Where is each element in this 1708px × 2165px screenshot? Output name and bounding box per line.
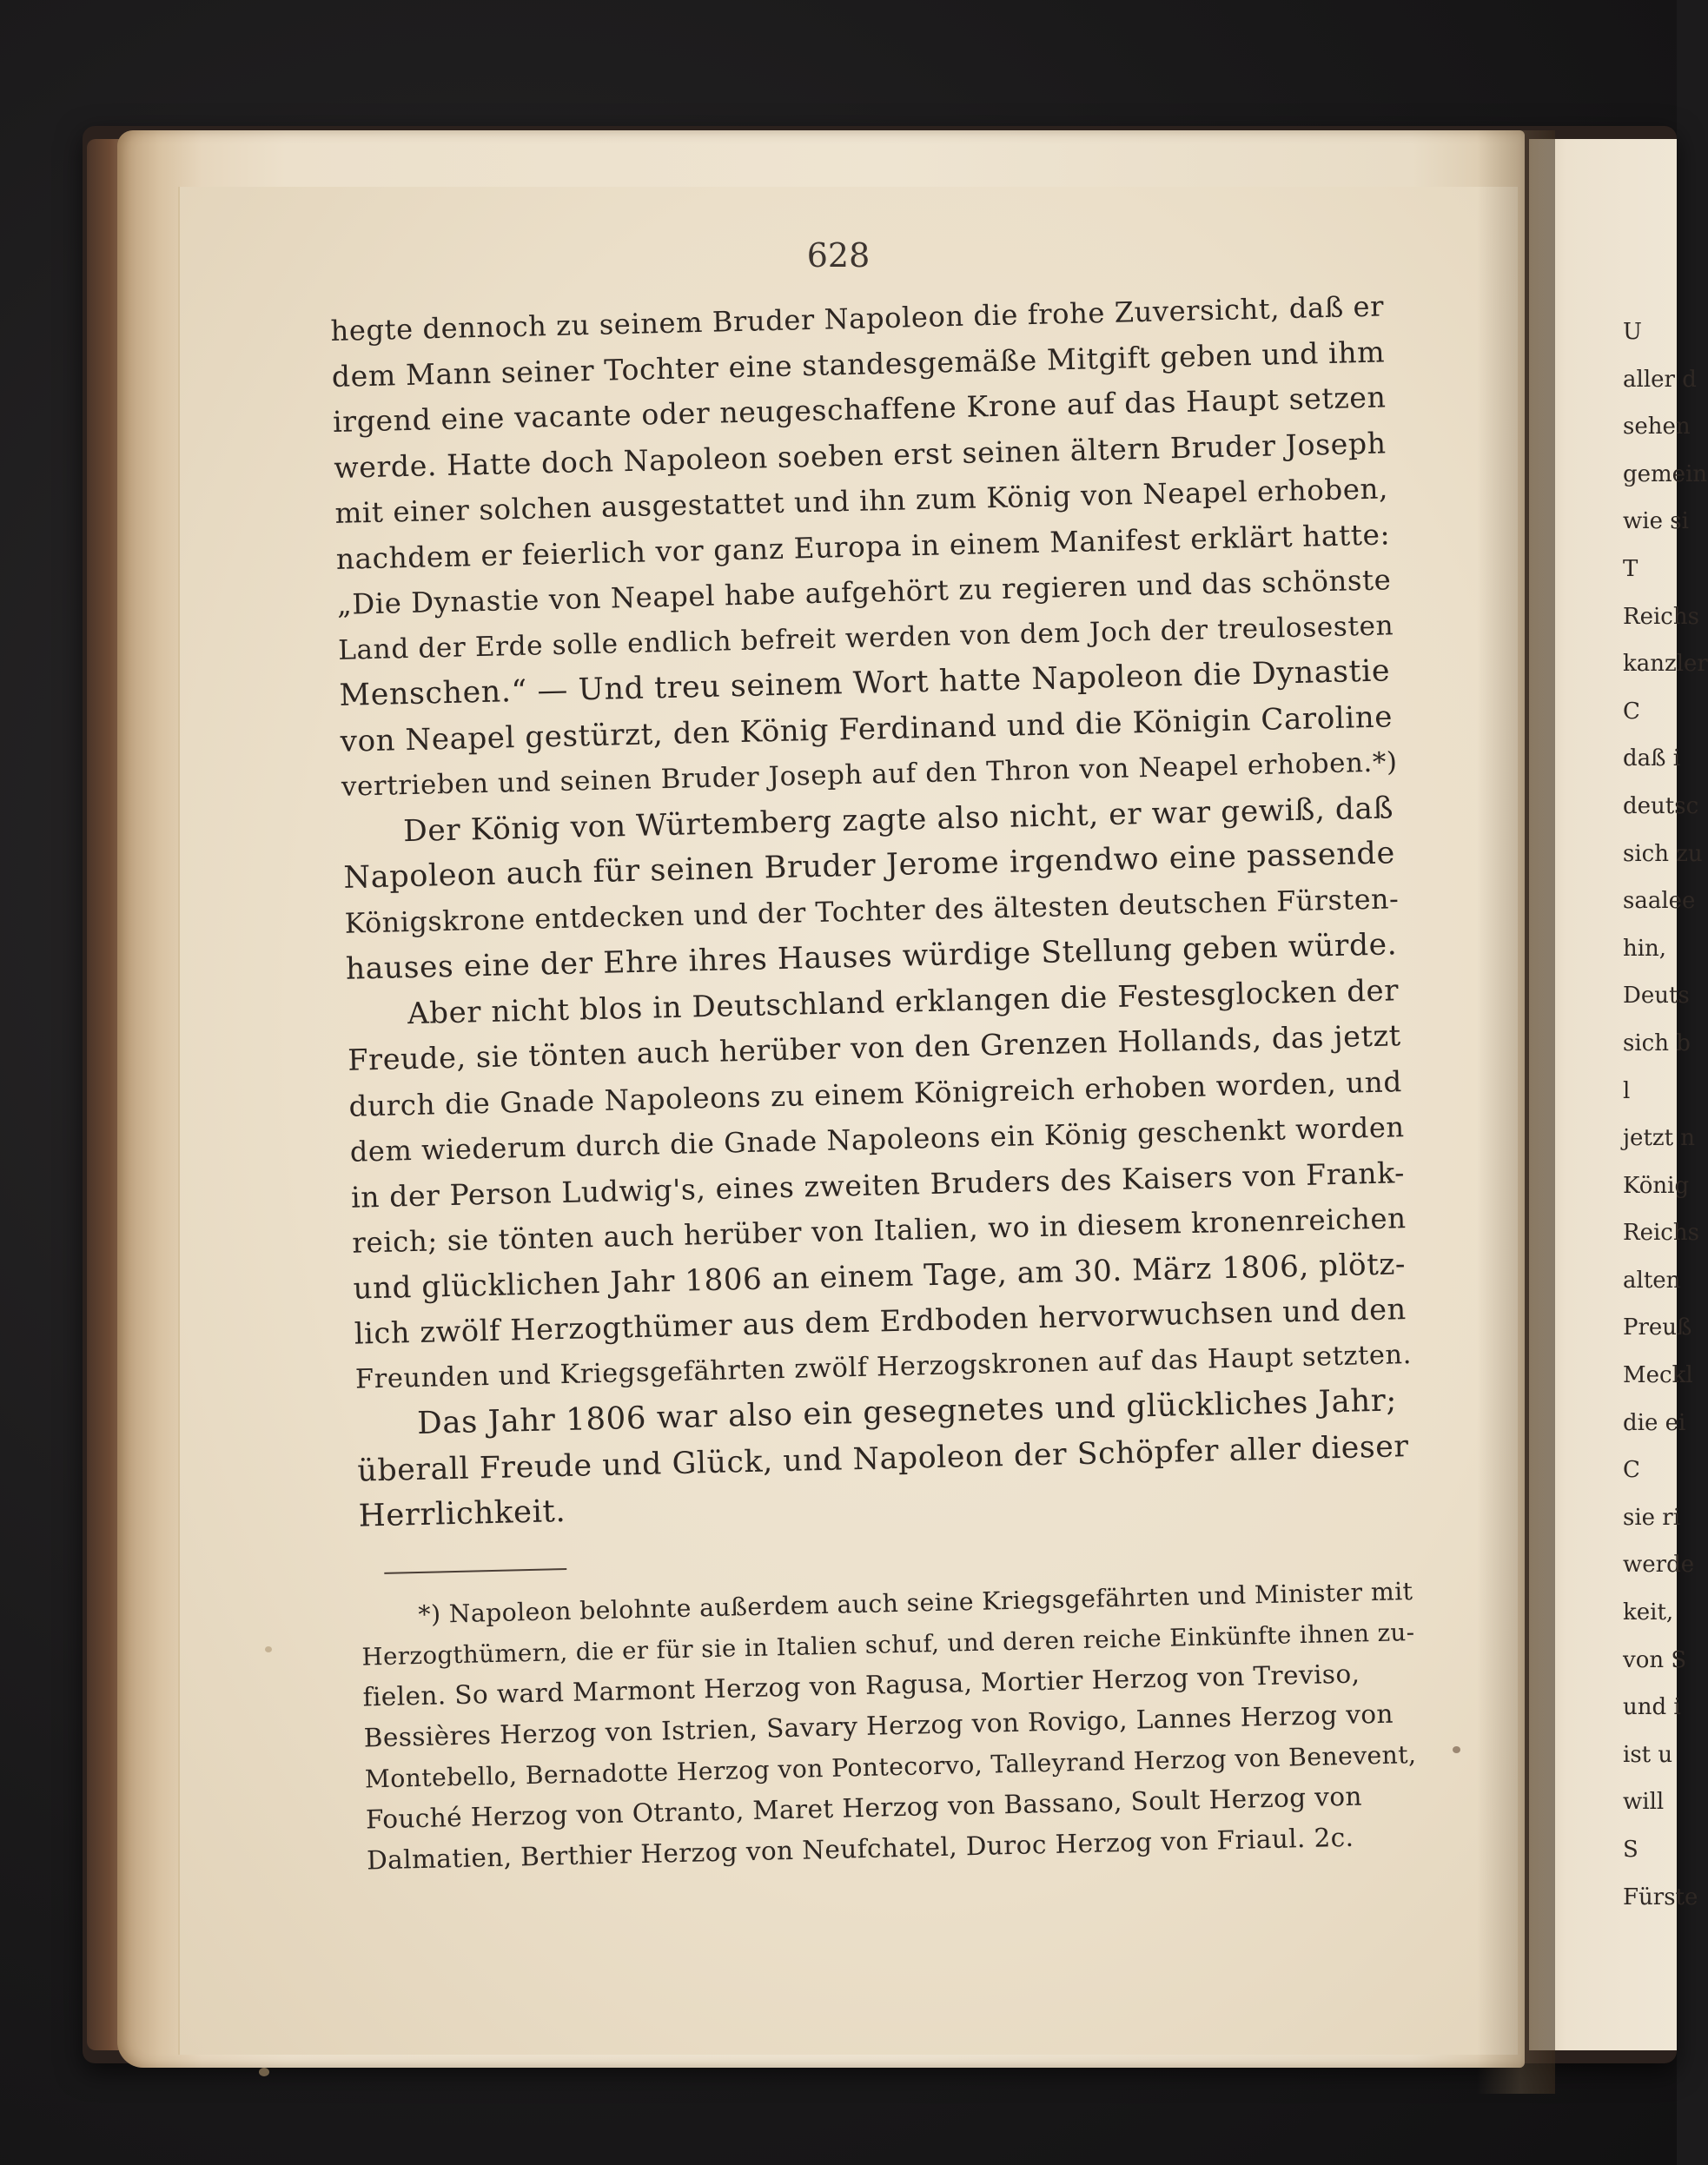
right-page-fragment: sehen — [1623, 414, 1691, 440]
body-line: vertrieben und seinen Bruder Joseph auf den Thron von Neapel erhoben.*) — [341, 746, 1398, 803]
foxing-spot — [259, 2068, 269, 2076]
footnote-block — [361, 1571, 1418, 1881]
right-page-fragment: Preuß — [1623, 1314, 1692, 1341]
right-page-fragment: kanzler — [1623, 651, 1708, 678]
right-page-fragment: C — [1623, 698, 1640, 725]
right-page-fragment: Meckl — [1623, 1362, 1693, 1389]
body-line: überall Freude und Glück, und Napoleon der Schöpfer aller dieser — [357, 1428, 1410, 1489]
body-line: irgend eine vacante oder neugeschaffene Krone auf das Haupt setzen — [332, 380, 1387, 439]
book-gutter — [1477, 130, 1555, 2094]
footnote-line: Montebello, Bernadotte Herzog von Pontecorvo, Talleyrand Herzog von Benevent, — [364, 1739, 1417, 1794]
body-line: mit einer solchen ausgestattet und ihn zum König von Neapel erhoben, — [334, 472, 1389, 530]
right-page-fragment: gemein — [1623, 460, 1708, 487]
right-page-fragment: l — [1623, 1077, 1631, 1104]
right-page-fragment: U — [1623, 319, 1642, 345]
right-page-fragment: daß i — [1623, 745, 1681, 772]
footnote-line: Bessières Herzog von Istrien, Savary Herzog von Rovigo, Lannes Herzog von — [363, 1698, 1394, 1753]
footnote-line: fielen. So ward Marmont Herzog von Ragusa, Mortier Herzog von Treviso, — [362, 1659, 1360, 1712]
right-page-fragment: werde — [1623, 1552, 1695, 1579]
body-line: Das Jahr 1806 war also ein gesegnetes und glückliches Jahr; — [416, 1382, 1398, 1441]
right-page-fragment: hin, — [1623, 935, 1667, 962]
body-line: in der Person Ludwig's, eines zweiten Bruders des Kaisers von Frank- — [350, 1155, 1406, 1215]
right-page-fragment: deutsc — [1623, 792, 1699, 819]
right-page-fragment: T — [1623, 555, 1638, 582]
right-page-fragment: C — [1623, 1457, 1640, 1484]
right-page-fragment: keit, — [1623, 1599, 1674, 1626]
right-page-fragment: sich zu — [1623, 840, 1703, 867]
right-page-fragment: Deuts — [1623, 983, 1690, 1010]
right-page-fragment: Fürste — [1623, 1884, 1698, 1910]
right-page-fragment: König — [1623, 1172, 1690, 1199]
body-line: lich zwölf Herzogthümer aus dem Erdboden hervorwuchsen und den — [354, 1292, 1407, 1351]
footnote-line: Herzogthümern, die er für sie in Italien schuf, und deren reiche Einkünfte ihnen zu- — [361, 1617, 1415, 1672]
right-page-fragment: von S — [1623, 1646, 1687, 1673]
right-page-text-fragments — [1623, 308, 1708, 1921]
body-line: Aber nicht blos in Deutschland erklangen die Festesglocken der — [407, 972, 1400, 1031]
footnote-line: *) Napoleon belohnte außerdem auch seine Kriegsgefährten und Minister mit — [418, 1576, 1413, 1629]
right-page-fragment: sie ri — [1623, 1504, 1681, 1531]
body-line: dem Mann seiner Tochter eine standesgemäße Mitgift geben und ihm — [331, 334, 1386, 394]
right-page-fragment: aller d — [1623, 366, 1697, 393]
body-line: hauses eine der Ehre ihres Hauses würdige Stellung geben würde. — [345, 927, 1398, 987]
body-line: nachdem er feierlich vor ganz Europa in einem Manifest erklärt hatte: — [335, 517, 1391, 576]
body-line: durch die Gnade Napoleons zu einem Königreich erhoben worden, und — [348, 1064, 1403, 1123]
body-lines — [330, 283, 1413, 1539]
right-page-fragment: alten — [1623, 1267, 1681, 1294]
foxing-spot — [265, 1646, 272, 1652]
right-page-fragment: will — [1623, 1789, 1665, 1816]
body-line: Land der Erde solle endlich befreit werden von dem Joch der treulosesten — [337, 609, 1394, 666]
right-page-fragment: und i — [1623, 1694, 1681, 1721]
right-page-fragment: S — [1623, 1837, 1638, 1863]
right-page-fragment: die ei — [1623, 1409, 1686, 1436]
body-line: hegte dennoch zu seinem Bruder Napoleon die frohe Zuversicht, daß er — [330, 289, 1385, 348]
body-line: Herrlichkeit. — [358, 1493, 566, 1534]
body-line: dem wiederum durch die Gnade Napoleons ein König geschenkt worden — [349, 1110, 1405, 1169]
body-line: Der König von Würtemberg zagte also nicht, er war gewiß, daß — [402, 790, 1394, 849]
right-page-fragment: Reichs — [1623, 603, 1699, 630]
body-line: von Neapel gestürzt, den König Ferdinand und die Königin Caroline — [340, 698, 1394, 759]
main-text-block — [330, 283, 1418, 1881]
footnote-line: Fouché Herzog von Otranto, Maret Herzog von Bassano, Soult Herzog von — [365, 1780, 1363, 1835]
foxing-spot — [1453, 1746, 1460, 1753]
right-page-fragment: sich b — [1623, 1030, 1691, 1056]
body-line: reich; sie tönten auch herüber von Italien, wo in diesem kronenreichen — [351, 1202, 1407, 1260]
right-page-fragment: Reichs — [1623, 1220, 1699, 1247]
body-line: und glücklichen Jahr 1806 an einem Tage, am 30. März 1806, plötz- — [353, 1246, 1407, 1307]
body-line: Freunden und Kriegsgefährten zwölf Herzogskronen auf das Haupt setzten. — [354, 1339, 1413, 1395]
body-line: „Die Dynastie von Neapel habe aufgehört zu regieren und das schönste — [336, 563, 1392, 621]
body-line: Königskrone entdecken und der Tochter des ältesten deutschen Fürsten- — [344, 883, 1400, 940]
body-line: werde. Hatte doch Napoleon soeben erst seinen ältern Bruder Joseph — [333, 425, 1387, 485]
right-page-fragment: saalee — [1623, 888, 1696, 915]
right-page-fragment: ist u — [1623, 1741, 1673, 1768]
footnote-line: Dalmatien, Berthier Herzog von Neufchatel, Duroc Herzog von Friaul. 2c. — [366, 1822, 1354, 1875]
body-line: Napoleon auch für seinen Bruder Jerome irgendwo eine passende — [342, 835, 1396, 896]
footnote-rule — [384, 1567, 566, 1573]
body-line: Freude, sie tönten auch herüber von den Grenzen Hollands, das jetzt — [347, 1018, 1402, 1077]
right-page-fragment: jetzt n — [1623, 1125, 1696, 1152]
right-page-fragment: wie si — [1623, 508, 1689, 535]
page-number: 628 — [806, 236, 871, 275]
body-line: Menschen.“ — Und treu seinem Wort hatte Napoleon die Dynastie — [339, 653, 1391, 713]
